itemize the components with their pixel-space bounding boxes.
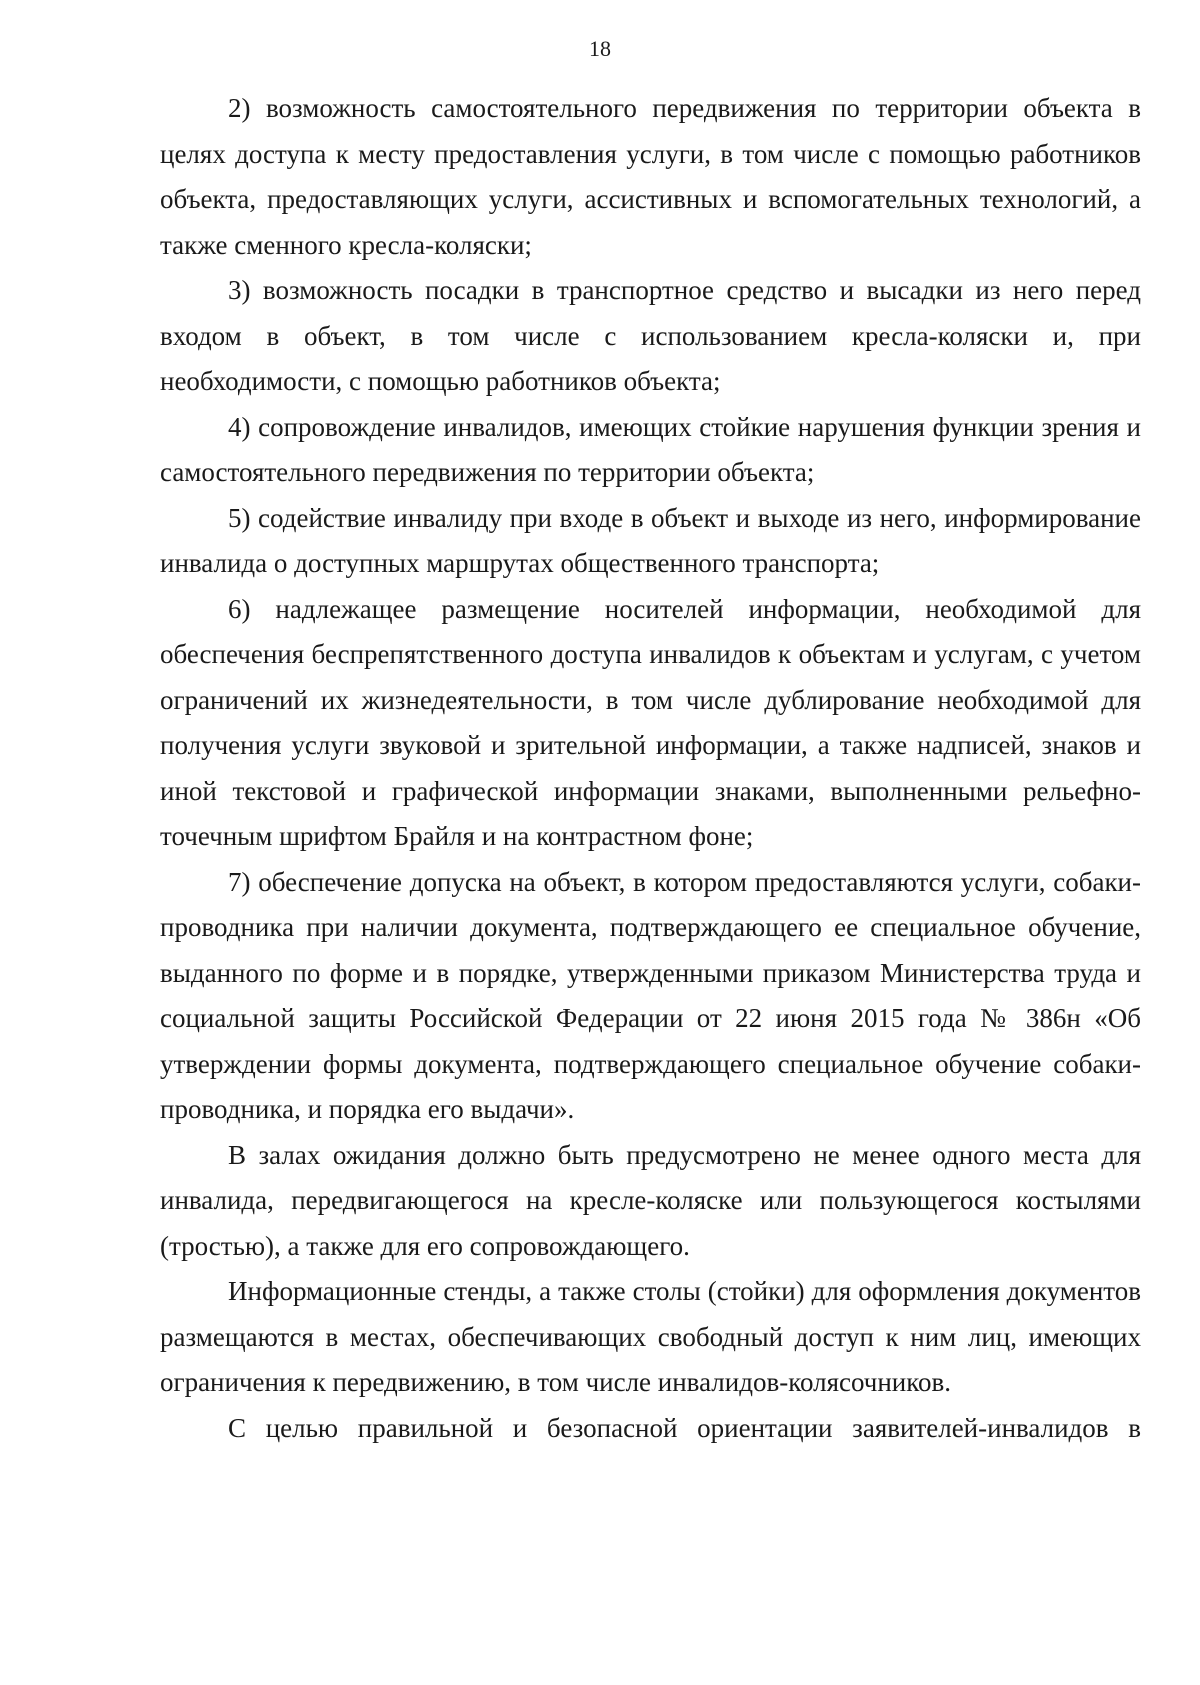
paragraph-item-6: 6) надлежащее размещение носителей информации, необходимой для обеспечения беспрепятственного доступа инвалидов к объектам и услугам, с учетом ограничений их жизнедеятельности, в том числе дублирование необходимой для получения услуги звуковой и зрительной информации, а также надписей, знаков и иной текстовой и графической информации знаками, выполненными рельефно-точечным шрифтом Брайля и на контрастном фоне; xyxy=(160,593,1141,851)
paragraph-info-stands: Информационные стенды, а также столы (стойки) для оформления документов размещаются в местах, обеспечивающих свободный доступ к ним лиц, имеющих ограничения к передвижению, в том числе инвалидов-колясочников. xyxy=(160,1276,1141,1397)
paragraph-item-3: 3) возможность посадки в транспортное средство и высадки из него перед входом в объект, в том числе с использованием кресла-коляски и, при необходимости, с помощью работников объекта; xyxy=(160,275,1141,396)
paragraph-item-5: 5) содействие инвалиду при входе в объект и выходе из него, информирование инвалида о доступных маршрутах общественного транспорта; xyxy=(160,502,1141,578)
document-body xyxy=(160,86,1141,1451)
paragraph-orientation: С целью правильной и безопасной ориентации заявителей-инвалидов в xyxy=(228,1412,1141,1443)
paragraph-item-4: 4) сопровождение инвалидов, имеющих стойкие нарушения функции зрения и самостоятельного передвижения по территории объекта; xyxy=(160,411,1141,487)
paragraph-waiting-rooms: В залах ожидания должно быть предусмотрено не менее одного места для инвалида, передвигающегося на кресле-коляске или пользующегося костылями (тростью), а также для его сопровождающего. xyxy=(160,1139,1141,1261)
paragraph-item-7: 7) обеспечение допуска на объект, в котором предоставляются услуги, собаки-проводника при наличии документа, подтверждающего ее специальное обучение, выданного по форме и в порядке, утвержденными приказом Министерства труда и социальной защиты Российской Федерации от 22 июня 2015 года № 386н «Об утверждении формы документа, подтверждающего специальное обучение собаки-проводника, и порядка его выдачи». xyxy=(160,866,1141,1124)
paragraph-item-2: 2) возможность самостоятельного передвижения по территории объекта в целях доступа к месту предоставления услуги, в том числе с помощью работников объекта, предоставляющих услуги, ассистивных и вспомогательных технологий, а также сменного кресла-коляски; xyxy=(160,93,1141,260)
page-number: 18 xyxy=(589,36,611,61)
